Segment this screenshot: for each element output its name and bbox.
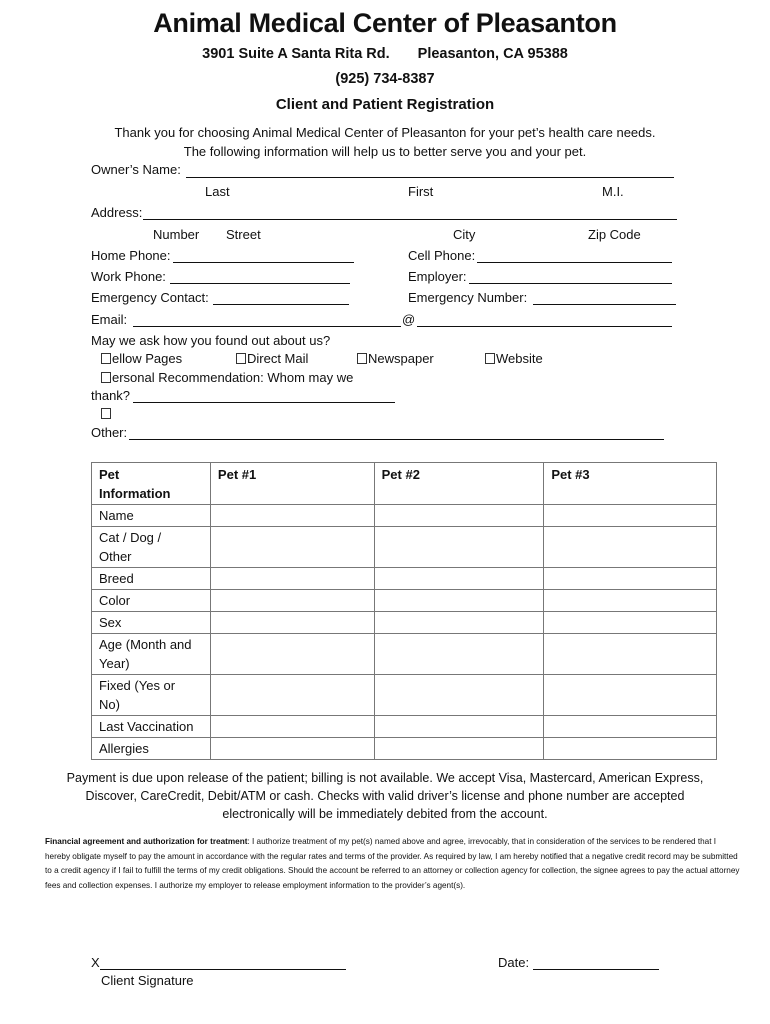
payment-line-2: Discover, CareCredit, Debit/ATM or cash. Checks with valid driver’s license and phone number are accepted [85,789,685,803]
pet-2-cell[interactable] [374,634,544,675]
owner-last-label: Last [205,184,230,199]
row-label: Sex [92,612,211,634]
pet-3-cell[interactable] [544,675,717,716]
row-label: Breed [92,568,211,590]
referral-newspaper[interactable] [357,351,434,366]
checkbox-icon[interactable] [101,372,111,383]
cell-phone-field[interactable] [477,262,672,263]
checkbox-icon[interactable] [101,408,111,419]
checkbox-icon[interactable] [485,353,495,364]
address-label: Address: [91,205,143,220]
emergency-contact-label: Emergency Contact: [91,290,209,305]
payment-line-3: electronically will be immediately debited from the account. [222,807,548,821]
pet-2-cell[interactable] [374,527,544,568]
referral-direct-mail[interactable] [236,351,308,366]
pet-3-cell[interactable] [544,612,717,634]
pet-3-header: Pet #3 [544,463,717,505]
payment-notice [40,769,730,823]
referral-personal[interactable] [101,370,353,385]
pet-info-header: Pet Information [92,463,211,505]
pet-1-cell[interactable] [210,612,374,634]
clinic-address [0,46,770,62]
pet-2-cell[interactable] [374,590,544,612]
row-label: Fixed (Yes or No) [92,675,211,716]
row-label: Allergies [92,738,211,760]
referral-other-label: Other: [91,425,128,440]
pet-2-cell[interactable] [374,568,544,590]
table-row [92,505,717,527]
pet-2-cell[interactable] [374,505,544,527]
personal-recommendation-label: ersonal Recommendation: Whom may we [112,370,354,385]
emergency-number-field[interactable] [533,304,676,305]
referral-yellow-pages[interactable] [101,351,182,366]
address-city: Pleasanton, CA 95388 [417,46,568,62]
pet-1-cell[interactable] [210,675,374,716]
row-label: Color [92,590,211,612]
direct-mail-label: Direct Mail [247,351,309,366]
table-row [92,590,717,612]
signature-x: X [91,955,100,970]
page-title: Animal Medical Center of Pleasanton [153,8,617,38]
pet-1-cell[interactable] [210,568,374,590]
address-city-label: City [453,227,476,242]
referral-thank-label: thank? [91,388,131,403]
pet-2-header: Pet #2 [374,463,544,505]
payment-line-1: Payment is due upon release of the patient; billing is not available. We accept Visa, Mastercard, American Express, [66,771,704,785]
home-phone-field[interactable] [173,262,354,263]
referral-thank-field[interactable] [133,402,395,403]
row-label: Age (Month and Year) [92,634,211,675]
pet-3-cell[interactable] [544,568,717,590]
pet-3-cell[interactable] [544,716,717,738]
address-field[interactable] [143,219,677,220]
date-label: Date: [498,955,530,970]
checkbox-icon[interactable] [101,353,111,364]
pet-3-cell[interactable] [544,738,717,760]
pet-1-cell[interactable] [210,505,374,527]
pet-1-cell[interactable] [210,716,374,738]
pet-1-cell[interactable] [210,738,374,760]
checkbox-icon[interactable] [357,353,367,364]
work-phone-label: Work Phone: [91,269,166,284]
pet-1-cell[interactable] [210,590,374,612]
emergency-number-label: Emergency Number: [408,290,528,305]
table-row [92,527,717,568]
referral-other-field[interactable] [129,439,664,440]
owner-name-label: Owner’s Name: [91,162,181,177]
table-row [92,634,717,675]
table-row [92,716,717,738]
address-street-label: Street [226,227,261,242]
owner-name-field[interactable] [186,177,674,178]
pet-3-cell[interactable] [544,505,717,527]
pet-3-cell[interactable] [544,590,717,612]
emergency-contact-field[interactable] [213,304,349,305]
financial-agreement [45,835,740,893]
signature-label: Client Signature [101,973,194,988]
intro-line-1: Thank you for choosing Animal Medical Center of Pleasanton for your pet’s health care needs. [114,125,656,140]
website-label: Website [496,351,543,366]
pet-2-cell[interactable] [374,738,544,760]
pet-information-table [91,462,717,760]
row-label: Name [92,505,211,527]
email-domain-field[interactable] [417,326,672,327]
financial-heading: Financial agreement and authorization for treatment [45,837,248,846]
date-field[interactable] [533,969,659,970]
pet-1-cell[interactable] [210,634,374,675]
work-phone-field[interactable] [170,283,350,284]
cell-phone-label: Cell Phone: [408,248,476,263]
address-street: 3901 Suite A Santa Rita Rd. [202,46,390,62]
pet-3-cell[interactable] [544,634,717,675]
financial-text: : I authorize treatment of my pet(s) named above and agree, irrevocably, that in consideration of the services to be rendered that I hereby obligate myself to pay the amount in accordance with the regular rates and terms of the provider. As required by law, I am hereby notified that a negative credit record may be submitted to a credit agency if I fail to fulfill the terms of my credit obligations. Should the account be referred to an attorney or collection agency for collection, the signee agrees to pay the actual attorney fees and collection expenses. I authorize my employer to release employment information to the provider’s agent(s). [45,837,740,890]
form-title: Client and Patient Registration [275,96,495,113]
referral-question: May we ask how you found out about us? [91,333,331,348]
employer-field[interactable] [469,283,672,284]
owner-mi-label: M.I. [602,184,624,199]
address-number-label: Number [153,227,200,242]
pet-2-cell[interactable] [374,675,544,716]
email-label: Email: [91,312,128,327]
table-header-row [92,463,717,505]
pet-1-cell[interactable] [210,527,374,568]
row-label: Last Vaccination [92,716,211,738]
email-user-field[interactable] [133,326,401,327]
employer-label: Employer: [408,269,467,284]
email-at-sign: @ [402,312,416,327]
signature-field[interactable] [100,969,346,970]
checkbox-icon[interactable] [236,353,246,364]
intro-line-2: The following information will help us to better serve you and your pet. [183,144,587,159]
home-phone-label: Home Phone: [91,248,171,263]
row-label: Cat / Dog / Other [92,527,211,568]
newspaper-label: Newspaper [368,351,434,366]
owner-first-label: First [408,184,434,199]
pet-2-cell[interactable] [374,716,544,738]
clinic-phone: (925) 734-8387 [335,71,435,87]
yellow-pages-label: ellow Pages [112,351,183,366]
table-row [92,612,717,634]
pet-1-header: Pet #1 [210,463,374,505]
referral-other-checkbox[interactable] [101,406,112,421]
address-zip-label: Zip Code [588,227,641,242]
pet-3-cell[interactable] [544,527,717,568]
table-row [92,675,717,716]
table-row [92,738,717,760]
pet-2-cell[interactable] [374,612,544,634]
table-row [92,568,717,590]
referral-website[interactable] [485,351,543,366]
